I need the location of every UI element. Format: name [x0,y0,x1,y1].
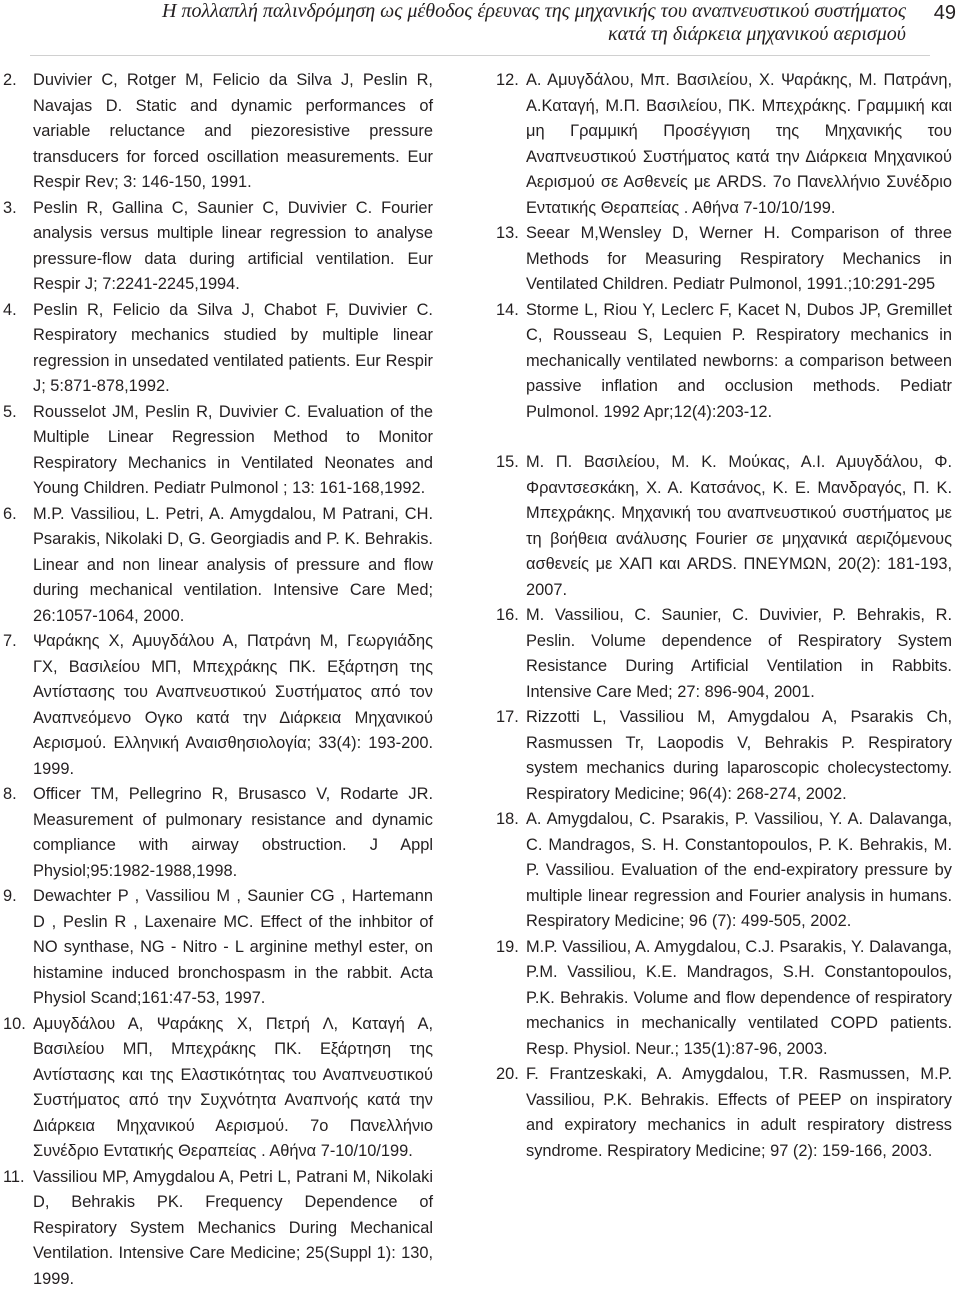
reference-item [496,450,952,603]
reference-number: 11. [3,1165,31,1191]
reference-item [3,68,433,196]
reference-number: 10. [3,1012,31,1038]
reference-item [3,1165,433,1292]
reference-item [3,629,433,782]
reference-text: Seear M,Wensley D, Werner H. Comparison of three Methods for Measuring Respiratory Mechanics in Ventilated Children. Pediatr Pulmonol, 1991.;10:291-295 [526,224,952,293]
reference-item [3,196,433,298]
header-divider [30,55,930,56]
reference-text: Officer TM, Pellegrino R, Brusasco V, Rodarte JR. Measurement of pulmonary resistance and dynamic compliance with airway obstruction. J Appl Physiol;95:1982-1988,1998. [33,785,433,880]
reference-number: 3. [3,196,31,222]
references-column-right [496,68,952,1164]
reference-text: Rousselot JM, Peslin R, Duvivier C. Evaluation of the Multiple Linear Regression Method to Monitor Respiratory Mechanics in Ventilated Neonates and Young Children. Pediatr Pulmonol ; 13: 161-168,1992. [33,403,433,498]
reference-item [496,705,952,807]
reference-text: Α. Αμυγδάλου, Μπ. Βασιλείου, Χ. Ψαράκης, Μ. Πατράνη, Α.Καταγή, Μ.Π. Βασιλείου, ΠΚ. Μπεχράκης. Γραμμική και μη Γραμμική Προσέγγιση της Μηχανικής του Αναπνευστικού Συστήματος κατά την Διάρκεια Μηχανικού Αερισμού σε Ασθενείς με ARDS. 7ο Πανελλήνιο Συνέδριο Εντατικής Θεραπείας . Αθήνα 7-10/10/199. [526,71,952,217]
reference-item [3,782,433,884]
reference-number: 18. [496,807,524,833]
reference-text: Μ. Π. Βασιλείου, Μ. Κ. Μούκας, Α.Ι. Αμυγδάλου, Φ. Φραντσεσκάκη, Χ. Α. Κατσάνος, Κ. Ε. Μανδραγός, Π. Κ. Μπεχράκης. Μηχανική του αναπνευστικού συστήματος με τη βοήθεια ανάλυσης Fourier σε μηχανικά αεριζόμενους ασθενείς με ΧΑΠ και ARDS. ΠΝΕΥΜΩΝ, 20(2): 181-193, 2007. [526,453,952,599]
reference-text: Rizzotti L, Vassiliou M, Amygdalou A, Psarakis Ch, Rasmussen Tr, Laopodis V, Behrakis P. Respiratory system mechanics during laparoscopic cholecystectomy. Respiratory Medicine; 96(4): 268-274, 2002. [526,708,952,803]
reference-item [496,298,952,426]
reference-item [496,221,952,298]
reference-text: M.P. Vassiliou, A. Amygdalou, C.J. Psarakis, Y. Dalavanga, P.M. Vassiliou, K.E. Mandragos, S.H. Constantopoulos, P.K. Behrakis. Volume and flow dependence of respiratory mechanics in mechanically ventilated COPD patients. Resp. Physiol. Neur.; 135(1):87-96, 2003. [526,938,952,1058]
reference-item [3,400,433,502]
reference-text: Peslin R, Felicio da Silva J, Chabot F, Duvivier C. Respiratory mechanics studied by multiple linear regression in unsedated ventilated patients. Eur Respir J; 5:871-878,1992. [33,301,433,396]
reference-number: 4. [3,298,31,324]
reference-text: Dewachter P , Vassiliou M , Saunier CG , Hartemann D , Peslin R , Laxenaire MC. Effect of the inhbitor of NO synthase, NG - Nitro - L arginine methyl ester, on histamine induced bronchospasm in the rabbit. Acta Physiol Scand;161:47-53, 1997. [33,887,433,1007]
reference-item [3,502,433,630]
reference-number: 13. [496,221,524,247]
reference-item [496,1062,952,1164]
reference-number: 12. [496,68,524,94]
reference-text: A. Amygdalou, C. Psarakis, P. Vassiliou, Y. A. Dalavanga, C. Mandragos, S. H. Constantopoulos, P. K. Behrakis, M. P. Vassiliou. Evaluation of the end-expiratory pressure by multiple linear regression and Fourier analysis in humans. Respiratory Medicine; 96 (7): 499-505, 2002. [526,810,952,930]
reference-text: Ψαράκης Χ, Αμυγδάλου Α, Πατράνη Μ, Γεωργιάδης ΓΧ, Βασιλείου ΜΠ, Μπεχράκης ΠΚ. Εξάρτηση της Αντίστασης του Αναπνευστικού Συστήματος από τον Αναπνεόμενο Ογκο κατά την Διάρκεια Μηχανικού Αερισμού. Ελληνική Αναισθησιολογία; 33(4): 193-200. 1999. [33,632,433,778]
reference-number: 2. [3,68,31,94]
reference-number: 7. [3,629,31,655]
running-header [0,0,960,52]
references-column-left [3,68,433,1292]
reference-number: 6. [3,502,31,528]
reference-text: F. Frantzeskaki, A. Amygdalou, T.R. Rasmussen, M.P. Vassiliou, P.K. Behrakis. Effects of PEEP on inspiratory and expiratory mechanics in adult respiratory distress syndrome. Respiratory Medicine; 97 (2): 159-166, 2003. [526,1065,952,1160]
reference-number: 20. [496,1062,524,1088]
reference-item [496,807,952,935]
reference-text: Duvivier C, Rotger M, Felicio da Silva J, Peslin R, Navajas D. Static and dynamic performances of variable reluctance and piezoresistive pressure transducers for forced oscillation measurements. Eur Respir Rev; 3: 146-150, 1991. [33,71,433,191]
reference-text: Vassiliou MP, Amygdalou A, Petri L, Patrani M, Nikolaki D, Behrakis PK. Frequency Dependence of Respiratory System Mechanics During Mechanical Ventilation. Intensive Care Medicine; 25(Suppl 1): 130, 1999. [33,1168,433,1288]
reference-number: 17. [496,705,524,731]
reference-item [3,1012,433,1165]
page-number: 49 [934,2,956,25]
reference-number: 19. [496,935,524,961]
running-header-title-line-1: Η πολλαπλή παλινδρόμηση ως μέθοδος έρευνας της μηχανικής του αναπνευστικού συστήματος [26,0,906,23]
reference-item [3,884,433,1012]
reference-text: M. Vassiliou, C. Saunier, C. Duvivier, P. Behrakis, R. Peslin. Volume dependence of Respiratory System Resistance During Artificial Ventilation in Rabbits. Intensive Care Med; 27: 896-904, 2001. [526,606,952,701]
reference-number: 14. [496,298,524,324]
reference-text: M.P. Vassiliou, L. Petri, A. Amygdalou, M Patrani, CH. Psarakis, Nikolaki D, G. Georgiadis and P. K. Behrakis. Linear and non linear analysis of pressure and flow during mechanical ventilation. Intensive Care Med; 26:1057-1064, 2000. [33,505,433,625]
reference-number: 8. [3,782,31,808]
reference-number: 16. [496,603,524,629]
running-header-title-line-2: κατά τη διάρκεια μηχανικού αερισμού [26,23,906,46]
running-header-title [26,0,906,46]
reference-number: 9. [3,884,31,910]
reference-text: Αμυγδάλου Α, Ψαράκης Χ, Πετρή Λ, Καταγή Α, Βασιλείου ΜΠ, Μπεχράκης ΠΚ. Εξάρτηση της Αντίστασης και της Ελαστικότητας του Αναπνευστικού Συστήματος από την Συχνότητα Αναπνοής κατά την Διάρκεια Μηχανικού Αερισμού. 7ο Πανελλήνιο Συνέδριο Εντατικής Θεραπείας . Αθήνα 7-10/10/199. [33,1015,433,1161]
reference-item [3,298,433,400]
reference-item [496,935,952,1063]
reference-item [496,603,952,705]
reference-text: Peslin R, Gallina C, Saunier C, Duvivier C. Fourier analysis versus multiple linear regression to analyse pressure-flow data during artificial ventilation. Eur Respir J; 7:2241-2245,1994. [33,199,433,294]
reference-number: 5. [3,400,31,426]
reference-item [496,68,952,221]
reference-number: 15. [496,450,524,476]
reference-text: Storme L, Riou Y, Leclerc F, Kacet N, Dubos JP, Gremillet C, Rousseau S, Lequien P. Respiratory mechanics in mechanically ventilated newborns: a comparison between passive inflation and occlusion methods. Pediatr Pulmonol. 1992 Apr;12(4):203-12. [526,301,952,421]
